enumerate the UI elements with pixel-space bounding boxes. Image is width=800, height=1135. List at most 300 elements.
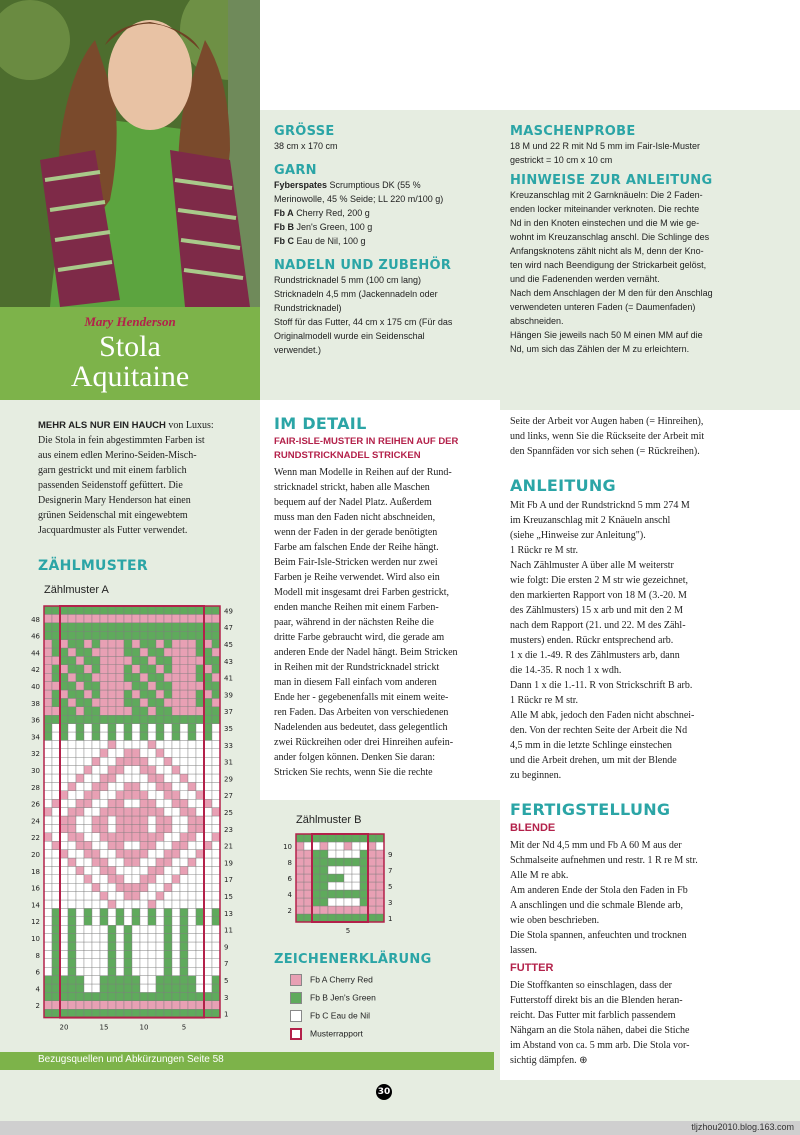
chart-a-cell bbox=[180, 656, 188, 664]
chart-a-cell bbox=[92, 640, 100, 648]
chart-a-cell bbox=[212, 682, 220, 690]
chart-a-cell bbox=[52, 791, 60, 799]
chart-a-cell bbox=[156, 866, 164, 874]
chart-a-cell bbox=[132, 833, 140, 841]
chart-a-cell bbox=[44, 766, 52, 774]
blende-line: Mit der Nd 4,5 mm und Fb A 60 M aus der bbox=[510, 840, 682, 851]
chart-a-label: Zählmuster A bbox=[44, 584, 109, 596]
chart-a-cell bbox=[156, 850, 164, 858]
chart-a-cell bbox=[68, 892, 76, 900]
chart-a-cell bbox=[68, 673, 76, 681]
chart-a-cell bbox=[68, 925, 76, 933]
chart-a-cell bbox=[108, 673, 116, 681]
chart-a-cell bbox=[132, 1001, 140, 1009]
chart-a-cell bbox=[124, 682, 132, 690]
chart-a-cell bbox=[164, 690, 172, 698]
intro-line: garn gestrickt und mit einem farblich bbox=[38, 465, 187, 476]
chart-a-cell bbox=[92, 984, 100, 992]
chart-a-cell bbox=[188, 816, 196, 824]
chart-a-cell bbox=[116, 833, 124, 841]
chart-a-cell bbox=[68, 942, 76, 950]
chart-a-cell bbox=[92, 682, 100, 690]
chart-a-cell bbox=[164, 799, 172, 807]
chart-a-cell bbox=[180, 665, 188, 673]
hinweise-line: Nd in den Knoten einstechen und die M wie ge- bbox=[510, 218, 700, 228]
chart-a-cell bbox=[188, 673, 196, 681]
chart-b-cell bbox=[368, 850, 376, 858]
chart-a-cell bbox=[180, 841, 188, 849]
chart-a-cell bbox=[108, 614, 116, 622]
chart-a-cell bbox=[92, 791, 100, 799]
groesse-text: 38 cm x 170 cm bbox=[274, 141, 338, 151]
chart-b-cell bbox=[312, 858, 320, 866]
footer-text: Bezugsquellen und Abkürzungen Seite 58 bbox=[38, 1054, 224, 1065]
chart-a-cell bbox=[180, 740, 188, 748]
chart-a-cell bbox=[52, 967, 60, 975]
chart-a-cell bbox=[60, 614, 68, 622]
chart-a-cell bbox=[212, 774, 220, 782]
chart-b-cell bbox=[368, 866, 376, 874]
chart-a-cell bbox=[132, 892, 140, 900]
chart-b-cell bbox=[320, 898, 328, 906]
chart-a-row-label: 21 bbox=[224, 842, 233, 851]
chart-a-cell bbox=[92, 908, 100, 916]
chart-a-cell bbox=[108, 984, 116, 992]
hinweise-line: Kreuzanschlag mit 2 Garnknäueln: Die 2 Faden- bbox=[510, 190, 703, 200]
chart-a-cell bbox=[116, 749, 124, 757]
chart-a-cell bbox=[108, 967, 116, 975]
chart-a-cell bbox=[116, 816, 124, 824]
chart-a-cell bbox=[196, 732, 204, 740]
garn-a bbox=[274, 206, 514, 220]
chart-a-row-label: 14 bbox=[31, 901, 40, 910]
cont-line: den Spannfäden vor sich sehen (= Rückreihen). bbox=[510, 446, 700, 457]
chart-a-cell bbox=[140, 816, 148, 824]
chart-a-cell bbox=[68, 816, 76, 824]
chart-a-cell bbox=[140, 648, 148, 656]
chart-a-cell bbox=[212, 698, 220, 706]
chart-a-cell bbox=[172, 740, 180, 748]
chart-b-cell bbox=[376, 914, 384, 922]
im-detail-line: ander folgen können. Denken Sie daran: bbox=[274, 752, 436, 763]
chart-a-cell bbox=[116, 866, 124, 874]
chart-a-cell bbox=[156, 732, 164, 740]
intro-line: Jacquardmuster als Futter verwendet. bbox=[38, 525, 188, 536]
chart-a-cell bbox=[164, 757, 172, 765]
chart-a-cell bbox=[180, 883, 188, 891]
chart-a-cell bbox=[140, 690, 148, 698]
chart-b-cell bbox=[328, 914, 336, 922]
chart-a-cell bbox=[132, 950, 140, 958]
chart-a-cell bbox=[172, 816, 180, 824]
chart-a-cell bbox=[100, 623, 108, 631]
chart-a-cell bbox=[68, 774, 76, 782]
chart-b bbox=[276, 828, 402, 948]
chart-a-cell bbox=[196, 623, 204, 631]
chart-a-cell bbox=[60, 824, 68, 832]
chart-a-cell bbox=[84, 967, 92, 975]
chart-a-cell bbox=[108, 841, 116, 849]
chart-a-cell bbox=[44, 1009, 52, 1017]
chart-a-cell bbox=[212, 799, 220, 807]
hinweise-line: verwendeten unteren Faden (= Daumenfaden) bbox=[510, 302, 696, 312]
chart-a-cell bbox=[172, 799, 180, 807]
chart-a-cell bbox=[164, 925, 172, 933]
chart-a-cell bbox=[76, 850, 84, 858]
chart-a-cell bbox=[156, 648, 164, 656]
chart-a-cell bbox=[156, 774, 164, 782]
chart-a-cell bbox=[44, 959, 52, 967]
chart-a-cell bbox=[196, 757, 204, 765]
chart-a-row-label: 13 bbox=[224, 909, 233, 918]
chart-a-cell bbox=[124, 648, 132, 656]
chart-a-cell bbox=[76, 934, 84, 942]
chart-a-cell bbox=[140, 1001, 148, 1009]
chart-a-cell bbox=[68, 950, 76, 958]
chart-a-cell bbox=[172, 992, 180, 1000]
chart-a-cell bbox=[84, 875, 92, 883]
chart-a-cell bbox=[140, 808, 148, 816]
chart-a-cell bbox=[100, 875, 108, 883]
chart-a-cell bbox=[156, 875, 164, 883]
chart-b-cell bbox=[336, 882, 344, 890]
chart-a-cell bbox=[196, 950, 204, 958]
chart-a-cell bbox=[84, 606, 92, 614]
blende-line: Die Stola spannen, anfeuchten und trocknen bbox=[510, 930, 687, 941]
chart-a-cell bbox=[212, 950, 220, 958]
chart-a-cell bbox=[76, 732, 84, 740]
chart-a-cell bbox=[116, 623, 124, 631]
chart-a-cell bbox=[92, 623, 100, 631]
chart-a-cell bbox=[212, 908, 220, 916]
chart-a-cell bbox=[92, 992, 100, 1000]
chart-a-cell bbox=[116, 1001, 124, 1009]
chart-a-row-label: 35 bbox=[224, 725, 233, 733]
chart-a-cell bbox=[124, 766, 132, 774]
chart-a-cell bbox=[92, 724, 100, 732]
chart-b-row-label: 6 bbox=[287, 875, 292, 883]
chart-a-cell bbox=[204, 950, 212, 958]
chart-a-cell bbox=[156, 606, 164, 614]
chart-a-cell bbox=[204, 833, 212, 841]
im-detail-line: Modell mit insgesamt drei Farben gestrickt, bbox=[274, 587, 449, 598]
chart-a-cell bbox=[188, 984, 196, 992]
chart-a-cell bbox=[140, 665, 148, 673]
chart-a-cell bbox=[156, 715, 164, 723]
chart-a-cell bbox=[156, 934, 164, 942]
chart-a-cell bbox=[164, 908, 172, 916]
chart-a-cell bbox=[44, 673, 52, 681]
chart-a-cell bbox=[60, 631, 68, 639]
chart-a-cell bbox=[108, 648, 116, 656]
chart-b-cell bbox=[360, 842, 368, 850]
anleitung-body bbox=[510, 498, 795, 783]
chart-a-cell bbox=[196, 816, 204, 824]
chart-a-cell bbox=[188, 614, 196, 622]
chart-a-cell bbox=[44, 656, 52, 664]
chart-b-cell bbox=[368, 858, 376, 866]
swatch-white bbox=[290, 1010, 302, 1022]
im-detail-line: in Reihen mit der Rundstricknadel strickt bbox=[274, 662, 440, 673]
chart-a-cell bbox=[76, 1001, 84, 1009]
chart-a-cell bbox=[132, 908, 140, 916]
chart-a-cell bbox=[212, 640, 220, 648]
chart-a-cell bbox=[100, 614, 108, 622]
chart-a-cell bbox=[44, 917, 52, 925]
chart-a-cell bbox=[92, 732, 100, 740]
chart-a-cell bbox=[52, 757, 60, 765]
chart-a-cell bbox=[76, 808, 84, 816]
chart-a-cell bbox=[164, 656, 172, 664]
chart-a-cell bbox=[60, 908, 68, 916]
chart-a-cell bbox=[140, 866, 148, 874]
chart-a-row-label: 2 bbox=[35, 1002, 40, 1011]
chart-a-cell bbox=[148, 791, 156, 799]
chart-a-cell bbox=[196, 1001, 204, 1009]
chart-a-cell bbox=[116, 824, 124, 832]
chart-b-cell bbox=[328, 890, 336, 898]
chart-a-cell bbox=[164, 1009, 172, 1017]
chart-a-cell bbox=[116, 799, 124, 807]
anleitung-line: nach dem Rapport (21. und 22. M des Zähl- bbox=[510, 620, 686, 631]
chart-a-cell bbox=[76, 816, 84, 824]
chart-a-cell bbox=[116, 606, 124, 614]
chart-a-cell bbox=[60, 648, 68, 656]
chart-a-cell bbox=[204, 934, 212, 942]
chart-a-cell bbox=[68, 808, 76, 816]
chart-a-cell bbox=[156, 816, 164, 824]
chart-a-cell bbox=[148, 774, 156, 782]
chart-a-cell bbox=[172, 917, 180, 925]
hinweise-heading: HINWEISE ZUR ANLEITUNG bbox=[510, 173, 713, 188]
chart-a-cell bbox=[164, 724, 172, 732]
chart-a-cell bbox=[132, 799, 140, 807]
chart-a-cell bbox=[140, 942, 148, 950]
chart-a-cell bbox=[132, 1009, 140, 1017]
chart-a-cell bbox=[148, 833, 156, 841]
chart-a-cell bbox=[188, 883, 196, 891]
chart-a-cell bbox=[212, 757, 220, 765]
chart-a-col-label: 10 bbox=[139, 1023, 149, 1032]
chart-a-cell bbox=[92, 925, 100, 933]
chart-a-cell bbox=[148, 623, 156, 631]
chart-a-cell bbox=[108, 900, 116, 908]
chart-a-col-label: 15 bbox=[99, 1023, 109, 1032]
hinweise-line: ten wird nach Beendigung der Strickarbeit gelöst, bbox=[510, 260, 707, 270]
chart-a-cell bbox=[76, 631, 84, 639]
chart-a-cell bbox=[140, 656, 148, 664]
chart-a-cell bbox=[196, 808, 204, 816]
chart-a-cell bbox=[148, 724, 156, 732]
chart-a-cell bbox=[212, 749, 220, 757]
chart-a-cell bbox=[148, 950, 156, 958]
chart-b-cell bbox=[312, 842, 320, 850]
chart-b-cell bbox=[344, 866, 352, 874]
chart-a-cell bbox=[52, 799, 60, 807]
chart-a-cell bbox=[124, 967, 132, 975]
chart-b-cell bbox=[360, 834, 368, 842]
chart-a-cell bbox=[204, 850, 212, 858]
chart-b-cell bbox=[336, 834, 344, 842]
chart-a-cell bbox=[60, 698, 68, 706]
chart-a-cell bbox=[92, 749, 100, 757]
chart-a-cell bbox=[172, 892, 180, 900]
chart-a-cell bbox=[68, 656, 76, 664]
chart-b-cell bbox=[304, 890, 312, 898]
chart-a-cell bbox=[140, 757, 148, 765]
chart-b-cell bbox=[296, 866, 304, 874]
chart-a-cell bbox=[196, 992, 204, 1000]
chart-a-cell bbox=[84, 1001, 92, 1009]
chart-a-cell bbox=[124, 816, 132, 824]
im-detail-line: Beim Fair-Isle-Stricken werden nur zwei bbox=[274, 557, 438, 568]
chart-a-cell bbox=[140, 959, 148, 967]
chart-a-cell bbox=[84, 749, 92, 757]
chart-a-cell bbox=[140, 833, 148, 841]
chart-a-cell bbox=[164, 707, 172, 715]
chart-a-cell bbox=[132, 757, 140, 765]
chart-a-row-label: 9 bbox=[224, 943, 229, 952]
chart-a-cell bbox=[60, 934, 68, 942]
chart-b-cell bbox=[336, 898, 344, 906]
chart-a-cell bbox=[156, 640, 164, 648]
chart-b-cell bbox=[368, 914, 376, 922]
chart-b-cell bbox=[296, 898, 304, 906]
chart-a-cell bbox=[84, 808, 92, 816]
chart-b-cell bbox=[376, 858, 384, 866]
chart-a-row-label: 31 bbox=[224, 758, 233, 767]
chart-a-cell bbox=[172, 942, 180, 950]
chart-a-cell bbox=[132, 640, 140, 648]
chart-a-cell bbox=[44, 816, 52, 824]
chart-a-row-label: 36 bbox=[31, 716, 40, 725]
chart-a-cell bbox=[140, 732, 148, 740]
chart-a-cell bbox=[164, 917, 172, 925]
chart-a-cell bbox=[204, 774, 212, 782]
chart-a-cell bbox=[92, 934, 100, 942]
legend-label: Fb B Jen's Green bbox=[310, 992, 376, 1003]
chart-a-cell bbox=[180, 833, 188, 841]
fertigstellung-heading: FERTIGSTELLUNG bbox=[510, 800, 671, 819]
chart-b-cell bbox=[320, 914, 328, 922]
legend-item bbox=[290, 992, 376, 1010]
chart-a-cell bbox=[108, 824, 116, 832]
chart-a-cell bbox=[76, 976, 84, 984]
anleitung-line: zu beginnen. bbox=[510, 770, 562, 781]
chart-b-row-label: 2 bbox=[287, 907, 292, 915]
chart-a-cell bbox=[68, 908, 76, 916]
chart-a-cell bbox=[116, 917, 124, 925]
chart-a-cell bbox=[212, 1001, 220, 1009]
chart-a-cell bbox=[44, 757, 52, 765]
chart-a-cell bbox=[196, 883, 204, 891]
chart-a-cell bbox=[156, 967, 164, 975]
chart-a-cell bbox=[76, 917, 84, 925]
chart-a-cell bbox=[188, 774, 196, 782]
chart-a-cell bbox=[204, 917, 212, 925]
chart-a-cell bbox=[172, 900, 180, 908]
chart-a-row-label: 5 bbox=[224, 977, 229, 985]
chart-a-cell bbox=[116, 673, 124, 681]
chart-a-cell bbox=[180, 917, 188, 925]
chart-a-cell bbox=[84, 640, 92, 648]
chart-a-cell bbox=[156, 740, 164, 748]
chart-a-cell bbox=[148, 850, 156, 858]
blende-heading: BLENDE bbox=[510, 822, 556, 834]
chart-a-cell bbox=[172, 976, 180, 984]
chart-a-cell bbox=[92, 740, 100, 748]
chart-a-cell bbox=[84, 858, 92, 866]
legend-label: Musterrapport bbox=[310, 1028, 363, 1039]
chart-a-cell bbox=[212, 791, 220, 799]
chart-b-cell bbox=[312, 906, 320, 914]
chart-a-cell bbox=[132, 925, 140, 933]
chart-a-cell bbox=[140, 900, 148, 908]
chart-b-cell bbox=[376, 898, 384, 906]
chart-a-cell bbox=[44, 808, 52, 816]
chart-a-cell bbox=[52, 808, 60, 816]
chart-a-cell bbox=[196, 715, 204, 723]
chart-a-cell bbox=[180, 774, 188, 782]
chart-a-cell bbox=[52, 690, 60, 698]
chart-a-cell bbox=[196, 908, 204, 916]
chart-a-cell bbox=[204, 757, 212, 765]
chart-b-cell bbox=[344, 842, 352, 850]
chart-a-cell bbox=[84, 959, 92, 967]
chart-a-row-label: 32 bbox=[31, 750, 40, 759]
chart-a-cell bbox=[204, 883, 212, 891]
chart-a-cell bbox=[116, 698, 124, 706]
chart-b-cell bbox=[328, 866, 336, 874]
chart-b-cell bbox=[328, 834, 336, 842]
chart-a-cell bbox=[180, 732, 188, 740]
chart-a-cell bbox=[164, 976, 172, 984]
futter-body bbox=[510, 978, 795, 1068]
chart-a-cell bbox=[172, 934, 180, 942]
anleitung-line: des Zählmusters) 15 x arb und mit den 2 M bbox=[510, 605, 684, 616]
chart-a-cell bbox=[164, 682, 172, 690]
chart-a-cell bbox=[196, 665, 204, 673]
chart-a-cell bbox=[132, 707, 140, 715]
chart-a-cell bbox=[148, 707, 156, 715]
chart-a-cell bbox=[148, 858, 156, 866]
chart-b-cell bbox=[376, 850, 384, 858]
chart-a-cell bbox=[52, 673, 60, 681]
chart-a-cell bbox=[196, 850, 204, 858]
chart-a-cell bbox=[92, 850, 100, 858]
chart-a-cell bbox=[124, 841, 132, 849]
chart-a-cell bbox=[68, 715, 76, 723]
chart-a-cell bbox=[164, 875, 172, 883]
chart-a-cell bbox=[164, 732, 172, 740]
chart-a-cell bbox=[156, 841, 164, 849]
chart-a-row-label: 39 bbox=[224, 691, 233, 700]
chart-a-cell bbox=[84, 841, 92, 849]
chart-a-row-label: 48 bbox=[31, 615, 40, 624]
chart-b-cell bbox=[320, 834, 328, 842]
chart-a-cell bbox=[156, 698, 164, 706]
chart-a-cell bbox=[188, 732, 196, 740]
chart-a-cell bbox=[156, 791, 164, 799]
hinweise-line: Anfangsknotens zählt nicht als M, denn der Kno- bbox=[510, 246, 704, 256]
intro-first-line bbox=[38, 418, 253, 433]
chart-a-cell bbox=[148, 782, 156, 790]
chart-a-cell bbox=[196, 656, 204, 664]
chart-a-cell bbox=[180, 640, 188, 648]
im-detail-line: Farben je Reihe verwendet. Wird also ein bbox=[274, 572, 440, 583]
chart-a-cell bbox=[52, 934, 60, 942]
chart-b-cell bbox=[296, 906, 304, 914]
